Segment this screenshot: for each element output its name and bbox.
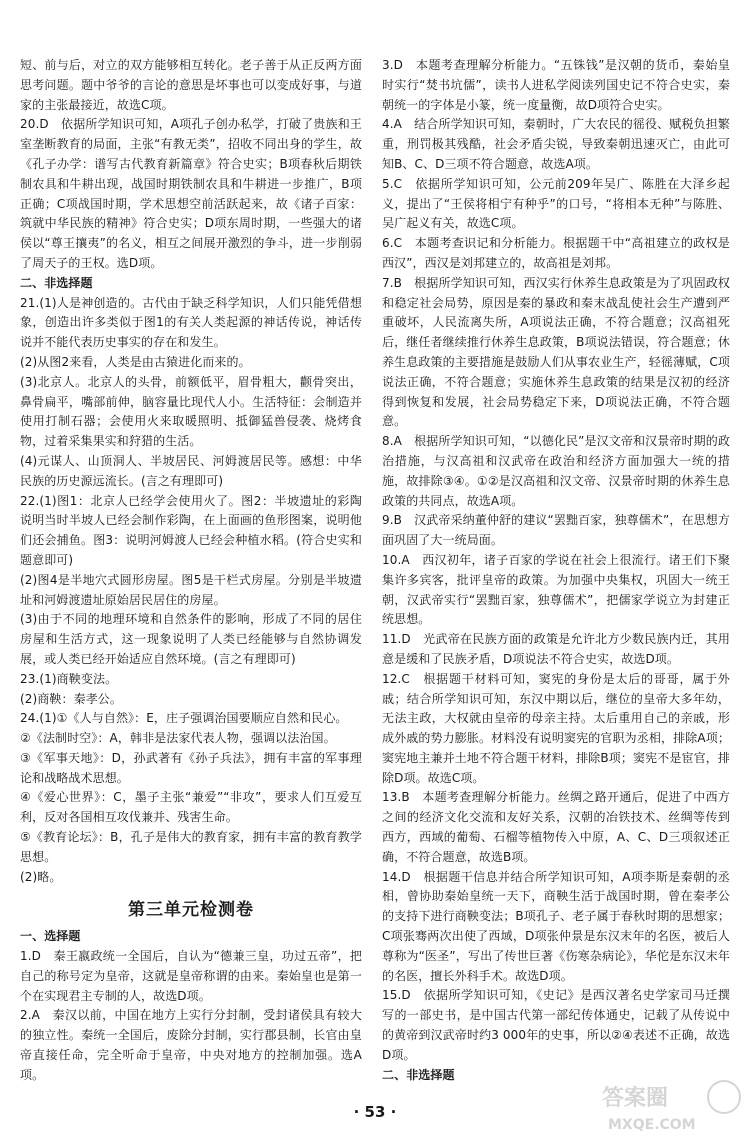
answer-paragraph: ③《军事天地》：D，孙武著有《孙子兵法》，拥有丰富的军事理论和战略战术思想。	[20, 750, 362, 785]
answer-paragraph: 9.B 汉武帝采纳董仲舒的建议“罢黜百家，独尊儒术”，在思想方面巩固了大一统局面。	[382, 513, 730, 548]
section-heading: 一、选择题	[20, 929, 81, 944]
answer-paragraph: 7.B 根据所学知识可知，西汉实行休养生息政策是为了巩固政权和稳定社会局势，原因是秦的暴政和秦末战乱使社会生产遭到严重破坏，人民流离失所，A项说法正确，不符合题意；汉高祖死后，继任者继续推行休养生息政策，B项说法错误，符合题意；休养生息政策的主要措施是鼓励人们从事农业生产，轻徭薄赋，C项说法正确，不符合题意；实施休养生息政策的结果是汉初的经济得到恢复和发展，社会局势稳定下来，D项说法正确，不符合题意。	[382, 275, 730, 429]
page-number: · 53 ·	[353, 1103, 397, 1121]
answer-paragraph: 10.A 西汉初年，诸子百家的学说在社会上很流行。诸王们下聚集许多宾客，批评皇帝的政策。为加强中央集权，巩固大一统王朝，汉武帝实行“罢黜百家，独尊儒术”，把儒家学说立为封建正统思想。	[382, 552, 730, 627]
answer-paragraph: (2)从图2来看，人类是由古猿进化而来的。	[20, 354, 251, 369]
answer-paragraph: 6.C 本题考查识记和分析能力。根据题干中“高祖建立的政权是西汉”，西汉是刘邦建立的，故高祖是刘邦。	[382, 236, 730, 270]
answer-paragraph: (2)略。	[20, 869, 62, 884]
answer-paragraph: 11.D 光武帝在民族方面的政策是允许北方少数民族内迁，其用意是缓和了民族矛盾，D项说法不符合史实，故选D项。	[382, 632, 730, 666]
answer-paragraph: 4.A 结合所学知识可知，秦朝时，广大农民的徭役、赋税负担繁重，刑罚极其残酷，社会矛盾尖锐，导致秦朝迅速灭亡，由此可知B、C、D三项不符合题意，故选A项。	[382, 117, 730, 171]
answer-paragraph: ⑤《教育论坛》：B，孔子是伟大的教育家，拥有丰富的教育教学思想。	[20, 830, 362, 864]
answer-paragraph: 14.D 根据题干信息并结合所学知识可知，A项李斯是秦朝的丞相，曾协助秦始皇统一天下，商鞅生活于战国时期，曾在秦孝公的支持下进行商鞅变法；B项孔子、老子属于春秋时期的思想家；C项张骞两次出使了西域，D项张仲景是东汉末年的名医，被后人尊称为“医圣”，写出了传世巨著《伤寒杂病论》，华佗是东汉末年的名医，擅长外科手术。故选D项。	[382, 869, 730, 983]
answer-paragraph: ④《爱心世界》：C，墨子主张“兼爱”“非攻”，要求人们互爱互利，反对各国相互攻伐兼并、残害生命。	[20, 790, 362, 825]
watermark-line1: 答案圈	[602, 1086, 669, 1111]
answer-paragraph: 12.C 根据题干材料可知，窦宪的身份是太后的哥哥，属于外戚；结合所学知识可知，东汉中期以后，继位的皇帝大多年幼，无法主政，大权就由皇帝的母亲主持。太后重用自己的亲戚，形成外戚的势力膨胀。材料没有说明窦宪的官职为丞相，排除A项；窦宪地主兼并土地不符合题干材料，排除B项；窦宪不是宦官，排除D项。故选C项。	[382, 671, 730, 785]
answer-paragraph: (2)商鞅：秦孝公。	[20, 691, 122, 706]
answer-paragraph: ②《法制时空》：A，韩非是法家代表人物，强调以法治国。	[20, 731, 336, 746]
answer-paragraph: 15.D 依据所学知识可知，《史记》是西汉著名史学家司马迁撰写的一部史书，是中国古代第一部纪传体通史，记载了从传说中的黄帝到汉武帝时约3 000年的史事，所以②④表述不正确，故选D项。	[382, 988, 730, 1062]
answer-paragraph: 5.C 依据所学知识可知，公元前209年吴广、陈胜在大泽乡起义，提出了“王侯将相宁有种乎”的口号，“将相本无种”与陈胜、吴广起义有关，故选C项。	[382, 176, 730, 231]
section-heading: 二、非选择题	[382, 1067, 455, 1082]
answer-paragraph: 8.A 根据所学知识可知，“以德化民”是汉文帝和汉景帝时期的政治措施，与汉高祖和汉武帝在政治和经济方面加强大一统的措施，故排除③④。①②是汉高祖和汉文帝、汉景帝时期的休养生息政策的共同点，故选A项。	[382, 434, 730, 508]
answer-paragraph: 13.B 本题考查理解分析能力。丝绸之路开通后，促进了中西方之间的经济文化交流和友好关系，汉朝的冶铁技术、丝绸等传到西方，西域的葡萄、石榴等植物传入中原，A、C、D三项叙述正确，不符合题意，故选B项。	[382, 790, 730, 864]
answer-paragraph: 3.D 本题考查理解分析能力。“五铢钱”是汉朝的货币，秦始皇时实行“焚书坑儒”，读书人进私学阅读列国史记不符合史实，秦朝统一的字体是小篆，统一度量衡，故D项符合史实。	[382, 58, 730, 112]
right-column	[382, 56, 730, 1085]
section-heading: 二、非选择题	[20, 275, 93, 290]
answer-paragraph: (2)图4是半地穴式圆形房屋。图5是干栏式房屋。分别是半坡遗址和河姆渡遗址原始居民居住的房屋。	[20, 572, 362, 607]
answer-paragraph: 21.(1)人是神创造的。古代由于缺乏科学知识，人们只能凭借想象，创造出许多类似于图1的有关人类起源的神话传说，神话传说并不能代表历史事实的存在和发生。	[20, 295, 362, 350]
answer-paragraph: (3)由于不同的地理环境和自然条件的影响，形成了不同的居住房屋和生活方式，这一现象说明了人类已经能够与自然协调发展，或人类已经开始适应自然环境。(言之有理即可)	[20, 612, 362, 666]
answer-paragraph: 1.D 秦王嬴政统一全国后，自认为“德兼三皇，功过五帝”，把自己的称号定为皇帝，这就是皇帝称谓的由来。秦始皇也是第一个在实现君主专制的人，故选D项。	[20, 949, 362, 1003]
answer-paragraph: 20.D 依据所学知识可知，A项孔子创办私学，打破了贵族和王室垄断教育的局面，主张“有教无类”，招收不同出身的学生，故《孔子办学：谱写古代教育新篇章》符合史实；B项春秋后期铁制农具和牛耕出现，战国时期铁制农具和牛耕进一步推广，B项正确；C项战国时期，学术思想空前活跃起来，故《诸子百家：筑就中华民族的精神》符合史实；D项东周时期，一些强大的诸侯以“尊王攘夷”的名义，相互之间展开激烈的争斗，进一步削弱了周天子的王权。选D项。	[20, 117, 362, 270]
answer-paragraph: 2.A 秦汉以前，中国在地方上实行分封制，受封诸侯具有较大的独立性。秦统一全国后，废除分封制，实行郡县制，长官由皇帝直接任命，完全听命于皇帝，中央对地方的控制加强。选A项。	[20, 1008, 362, 1082]
unit-title: 第三单元检测卷	[128, 900, 254, 921]
answer-paragraph: (3)北京人。北京人的头骨，前额低平，眉骨粗大，颧骨突出，鼻骨扁平，嘴部前伸，脑容量比现代人小。生活特征：会制造并使用打制石器；会使用火来取暖照明、抵御猛兽侵袭、烧烤食物，过着采集果实和狩猎的生活。	[20, 374, 362, 449]
watermark-line2: MXQE.COM	[608, 1117, 696, 1133]
answer-paragraph: 22.(1)图1：北京人已经学会使用火了。图2：半坡遗址的彩陶说明当时半坡人已经会制作彩陶，在上面画的鱼形图案，说明他们还会捕鱼。图3：说明河姆渡人已经会种植水稻。(符合史实和题意即可)	[20, 493, 362, 567]
watermark-logo	[594, 1075, 744, 1137]
answer-paragraph: 短、前与后，对立的双方能够相互转化。老子善于从正反两方面思考问题。题中爷爷的言论的意思是坏事也可以变成好事，与道家的主张最接近，故选C项。	[20, 58, 362, 112]
answer-paragraph: 23.(1)商鞅变法。	[20, 671, 118, 686]
answer-paragraph: (4)元谋人、山顶洞人、半坡居民、河姆渡居民等。感想：中华民族的历史源远流长。(言之有理即可)	[20, 453, 362, 488]
left-column	[20, 56, 362, 1086]
answer-paragraph: 24.(1)①《人与自然》：E，庄子强调治国要顺应自然和民心。	[20, 711, 348, 726]
